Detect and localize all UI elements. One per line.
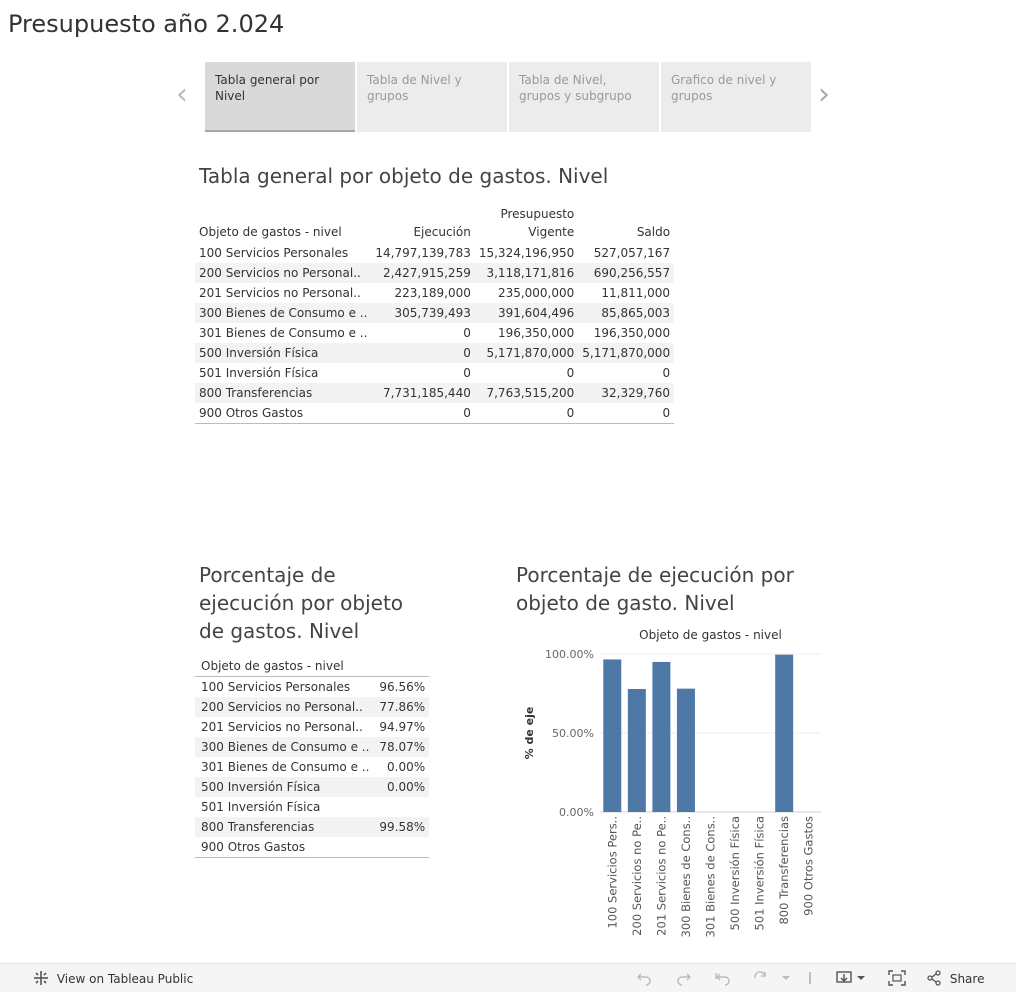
row-label-cell: 100 Servicios Personales (199, 246, 349, 260)
value-cell: 0 (463, 326, 471, 340)
tableau-toolbar (0, 963, 1016, 992)
tab-tabla-general[interactable]: Tabla general por Nivel (205, 62, 355, 132)
tableau-logo-icon (33, 970, 49, 986)
value-cell: 527,057,167 (593, 246, 671, 260)
y-tick-label: 50.00% (552, 727, 594, 740)
bar (603, 659, 621, 812)
percent-cell: 94.97% (379, 720, 426, 734)
value-cell: 2,427,915,259 (371, 263, 474, 283)
value-cell: 7,731,185,440 (371, 383, 474, 403)
value-cell: 0 (566, 366, 575, 380)
percent-cell: 77.86% (373, 697, 429, 717)
value-cell: 14,797,139,783 (375, 246, 471, 260)
table-row (195, 323, 674, 343)
table-row (195, 243, 674, 263)
value-cell: 3,118,171,816 (475, 263, 578, 283)
revert-icon[interactable] (714, 970, 732, 989)
row-label-cell: 201 Servicios no Personal.. (199, 286, 361, 300)
table-row (195, 283, 674, 303)
table-row (195, 677, 429, 698)
value-cell: 305,739,493 (371, 303, 474, 323)
bar (677, 689, 695, 812)
value-cell: 15,324,196,950 (478, 246, 575, 260)
story-navigator (176, 62, 840, 132)
undo-icon[interactable] (636, 970, 652, 989)
x-tick-label: 200 Servicios no Pe.. (629, 816, 644, 936)
toolbar-divider (808, 970, 812, 989)
row-label-cell: 800 Transferencias (195, 383, 371, 403)
col-saldo-header: Saldo (636, 225, 671, 239)
percent-table-header: Objeto de gastos - nivel (195, 656, 429, 677)
value-cell: 0 (475, 403, 578, 424)
x-tick-label: 501 Inversión Física (752, 816, 767, 931)
value-cell: 391,604,496 (475, 303, 578, 323)
value-cell: 0 (371, 403, 474, 424)
table-row (195, 837, 429, 858)
value-cell: 11,811,000 (601, 286, 671, 300)
table-row (195, 697, 429, 717)
row-label-cell: 500 Inversión Física (195, 777, 373, 797)
col-vigente-header-bottom: Vigente (528, 225, 575, 239)
value-cell: 235,000,000 (497, 286, 575, 300)
table-row (195, 343, 674, 363)
next-arrow-icon[interactable]: › (818, 77, 830, 112)
row-label-cell: 100 Servicios Personales (201, 680, 351, 694)
chart-section-title-line: objeto de gasto. Nivel (516, 591, 735, 615)
percent-cell: 0.00% (387, 760, 426, 774)
percent-cell (373, 837, 429, 858)
value-cell: 223,189,000 (394, 286, 471, 300)
view-on-tableau-link[interactable] (33, 970, 193, 986)
row-label-cell: 301 Bienes de Consumo e .. (199, 326, 368, 340)
fullscreen-icon[interactable] (888, 970, 906, 989)
share-button[interactable] (926, 970, 984, 986)
page-title: Presupuesto año 2.024 (8, 10, 285, 38)
y-axis-label: % de eje (523, 706, 536, 760)
table-row (195, 383, 674, 403)
row-label-cell: 800 Transferencias (195, 817, 373, 837)
redo-icon[interactable] (676, 970, 692, 989)
x-tick-label: 201 Servicios no Pe.. (654, 816, 669, 936)
x-tick-label: 900 Otros Gastos (801, 816, 816, 916)
percent-cell: 0.00% (373, 777, 429, 797)
row-label-cell: 500 Inversión Física (195, 343, 371, 363)
table-row (195, 363, 674, 383)
percent-table (195, 656, 429, 858)
bar (628, 689, 646, 812)
x-tick-label: 500 Inversión Física (728, 816, 743, 931)
value-cell: 5,171,870,000 (475, 343, 578, 363)
x-tick-label: 100 Servicios Pers.. (605, 816, 620, 929)
percent-cell: 99.58% (373, 817, 429, 837)
row-label-cell: 900 Otros Gastos (195, 837, 373, 858)
x-tick-label: 800 Transferencias (777, 816, 792, 925)
percent-cell (373, 797, 429, 817)
value-cell: 0 (662, 366, 671, 380)
chart-title: Objeto de gastos - nivel (639, 628, 782, 642)
refresh-icon[interactable] (752, 970, 770, 989)
table-row (195, 777, 429, 797)
prev-arrow-icon[interactable]: ‹ (176, 77, 188, 112)
table-row (195, 263, 674, 283)
value-cell: 85,865,003 (578, 303, 674, 323)
col-ejecucion-header: Ejecución (413, 225, 471, 239)
chart-section-title (516, 561, 794, 617)
col-vigente-header (475, 203, 578, 243)
budget-table-body (195, 243, 674, 424)
x-tick-label: 301 Bienes de Cons.. (703, 816, 718, 938)
value-cell: 5,171,870,000 (578, 343, 674, 363)
table-row (195, 303, 674, 323)
table2-title-line: Porcentaje de (199, 563, 336, 587)
table-row (195, 717, 429, 737)
budget-table (195, 203, 674, 424)
table-row (195, 757, 429, 777)
bar-chart (516, 622, 836, 952)
tab-grafico[interactable]: Grafico de nivel y grupos (661, 62, 811, 132)
bar-chart-svg (516, 622, 836, 952)
col-vigente-header-top: Presupuesto (500, 207, 575, 221)
share-icon (926, 970, 942, 986)
row-label-cell: 900 Otros Gastos (195, 403, 371, 424)
value-cell: 32,329,760 (578, 383, 674, 403)
view-on-tableau-label: View on Tableau Public (56, 972, 194, 986)
row-label-cell: 300 Bienes de Consumo e .. (195, 737, 373, 757)
table-row (195, 737, 429, 757)
value-cell: 0 (371, 343, 474, 363)
tab-nivel-grupos-subgrupo[interactable]: Tabla de Nivel, grupos y subgrupo (509, 62, 659, 132)
row-label-cell: 200 Servicios no Personal.. (195, 263, 371, 283)
y-tick-label: 0.00% (559, 806, 594, 819)
row-label-cell: 200 Servicios no Personal.. (195, 697, 373, 717)
pause-dropdown-icon[interactable] (780, 970, 792, 989)
row-label-cell: 300 Bienes de Consumo e .. (195, 303, 371, 323)
value-cell: 0 (463, 366, 471, 380)
y-tick-label: 100.00% (545, 648, 594, 661)
download-icon[interactable] (836, 970, 866, 989)
row-label-cell: 501 Inversión Física (199, 366, 319, 380)
share-label: Share (949, 972, 985, 986)
row-label-cell: 301 Bienes de Consumo e .. (201, 760, 370, 774)
x-tick-label: 300 Bienes de Cons.. (678, 816, 693, 938)
value-cell: 690,256,557 (578, 263, 674, 283)
value-cell: 7,763,515,200 (475, 383, 578, 403)
table2-title-line: de gastos. Nivel (199, 619, 360, 643)
table-row (195, 817, 429, 837)
value-cell: 196,350,000 (593, 326, 671, 340)
table1-title: Tabla general por objeto de gastos. Nivel (199, 164, 609, 188)
bar (775, 655, 793, 812)
bar (652, 662, 670, 812)
percent-cell: 78.07% (373, 737, 429, 757)
table2-title (199, 561, 403, 645)
row-label-cell: 501 Inversión Física (201, 800, 321, 814)
tab-nivel-grupos[interactable]: Tabla de Nivel y grupos (357, 62, 507, 132)
chart-section-title-line: Porcentaje de ejecución por (516, 563, 794, 587)
row-label-cell: 201 Servicios no Personal.. (201, 720, 363, 734)
percent-table-body (195, 677, 429, 858)
col-objeto-header: Objeto de gastos - nivel (199, 225, 342, 239)
percent-cell: 96.56% (379, 680, 426, 694)
table2-title-line: ejecución por objeto (199, 591, 404, 615)
table-row (195, 403, 674, 424)
value-cell: 196,350,000 (497, 326, 575, 340)
table-row (195, 797, 429, 817)
value-cell: 0 (578, 403, 674, 424)
